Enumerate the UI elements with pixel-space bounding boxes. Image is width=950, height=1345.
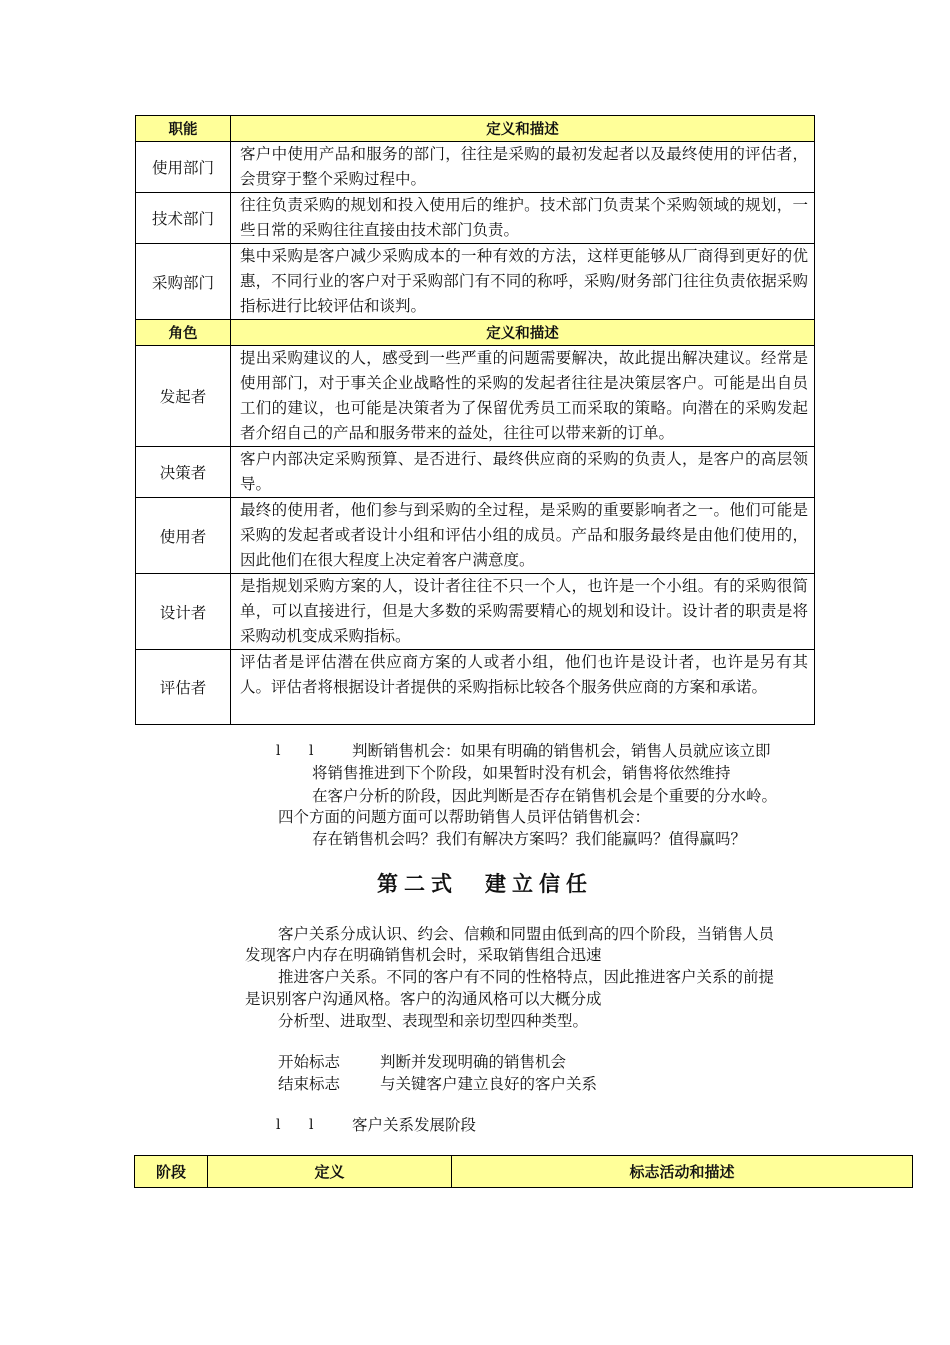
header-definition: 定义和描述 <box>231 116 815 142</box>
judge-text-line: 在客户分析的阶段，因此判断是否存在销售机会是个重要的分水岭。 <box>312 787 778 805</box>
table-row <box>136 244 815 320</box>
judge-text-line: 判断销售机会：如果有明确的销售机会，销售人员就应该立即 <box>352 742 771 760</box>
function-desc: 往往负责采购的规划和投入使用后的维护。技术部门负责某个采购领域的规划，一些日常的采购往往直接由技术部门负责。 <box>231 193 815 244</box>
role-desc: 是指规划采购方案的人，设计者往往不只一个人，也许是一个小组。有的采购很简单，可以直接进行，但是大多数的采购需要精心的规划和设计。设计者的职责是将采购动机变成采购指标。 <box>231 574 815 650</box>
header-stage: 阶段 <box>135 1156 208 1188</box>
table-row <box>136 498 815 574</box>
header-activity: 标志活动和描述 <box>452 1156 913 1188</box>
table-row <box>136 447 815 498</box>
end-label: 结束标志 <box>278 1075 341 1093</box>
judge-text-line: 四个方面的问题方面可以帮助销售人员评估销售机会： <box>278 808 651 826</box>
table-row <box>136 574 815 650</box>
role-name: 设计者 <box>136 574 231 650</box>
function-name: 技术部门 <box>136 193 231 244</box>
paragraph-line: 是识别客户沟通风格。客户的沟通风格可以大概分成 <box>245 990 602 1008</box>
function-desc: 集中采购是客户减少采购成本的一种有效的方法，这样更能够从厂商得到更好的优惠，不同行业的客户对于采购部门有不同的称呼，采购/财务部门往往负责依据采购指标进行比较评估和谈判。 <box>231 244 815 320</box>
paragraph-line: 分析型、进取型、表现型和亲切型四种类型。 <box>278 1012 589 1030</box>
table-row <box>136 650 815 725</box>
header-role: 角色 <box>136 320 231 346</box>
roles-functions-table <box>135 115 815 725</box>
header-function: 职能 <box>136 116 231 142</box>
judge-text-line: 将销售推进到下个阶段，如果暂时没有机会，销售将依然维持 <box>312 764 731 782</box>
role-name: 决策者 <box>136 447 231 498</box>
list-marker: l <box>276 1117 281 1133</box>
stage-heading: 客户关系发展阶段 <box>352 1116 477 1134</box>
list-marker: l <box>309 1117 314 1133</box>
table-header-row <box>136 116 815 142</box>
function-desc: 客户中使用产品和服务的部门，往往是采购的最初发起者以及最终使用的评估者，会贯穿于整个采购过程中。 <box>231 142 815 193</box>
function-name: 使用部门 <box>136 142 231 193</box>
role-name: 使用者 <box>136 498 231 574</box>
role-name: 发起者 <box>136 346 231 447</box>
role-name: 评估者 <box>136 650 231 725</box>
function-name: 采购部门 <box>136 244 231 320</box>
stage-table <box>134 1155 913 1188</box>
table-row <box>136 142 815 193</box>
header-definition: 定义和描述 <box>231 320 815 346</box>
role-desc: 评估者是评估潜在供应商方案的人或者小组，他们也许是设计者，也许是另有其人。评估者将根据设计者提供的采购指标比较各个服务供应商的方案和承诺。 <box>231 650 815 725</box>
paragraph-line: 发现客户内存在明确销售机会时，采取销售组合迅速 <box>245 946 602 964</box>
judge-questions: 存在销售机会吗？我们有解决方案吗？我们能赢吗？值得赢吗？ <box>312 830 747 848</box>
paragraph-line: 推进客户关系。不同的客户有不同的性格特点，因此推进客户关系的前提 <box>278 968 775 986</box>
section-title: 第二式 建立信任 <box>377 871 593 896</box>
table-header-row <box>136 320 815 346</box>
end-value: 与关键客户建立良好的客户关系 <box>380 1075 598 1093</box>
role-desc: 提出采购建议的人，感受到一些严重的问题需要解决，故此提出解决建议。经常是使用部门，对于事关企业战略性的采购的发起者往往是决策层客户。可能是出自员工们的建议，也可能是决策者为了保留优秀员工而采取的策略。向潜在的采购发起者介绍自己的产品和服务带来的益处，往往可以带来新的订单。 <box>231 346 815 447</box>
role-desc: 客户内部决定采购预算、是否进行、最终供应商的采购的负责人，是客户的高层领导。 <box>231 447 815 498</box>
start-value: 判断并发现明确的销售机会 <box>380 1053 567 1071</box>
list-marker: l <box>276 743 281 759</box>
role-desc: 最终的使用者，他们参与到采购的全过程，是采购的重要影响者之一。他们可能是采购的发起者或者设计小组和评估小组的成员。产品和服务最终是由他们使用的，因此他们在很大程度上决定着客户满意度。 <box>231 498 815 574</box>
header-definition: 定义 <box>208 1156 452 1188</box>
table-row <box>136 193 815 244</box>
table-header-row <box>135 1156 913 1188</box>
start-label: 开始标志 <box>278 1053 341 1071</box>
table-row <box>136 346 815 447</box>
paragraph-line: 客户关系分成认识、约会、信赖和同盟由低到高的四个阶段，当销售人员 <box>278 925 775 943</box>
list-marker: l <box>309 743 314 759</box>
